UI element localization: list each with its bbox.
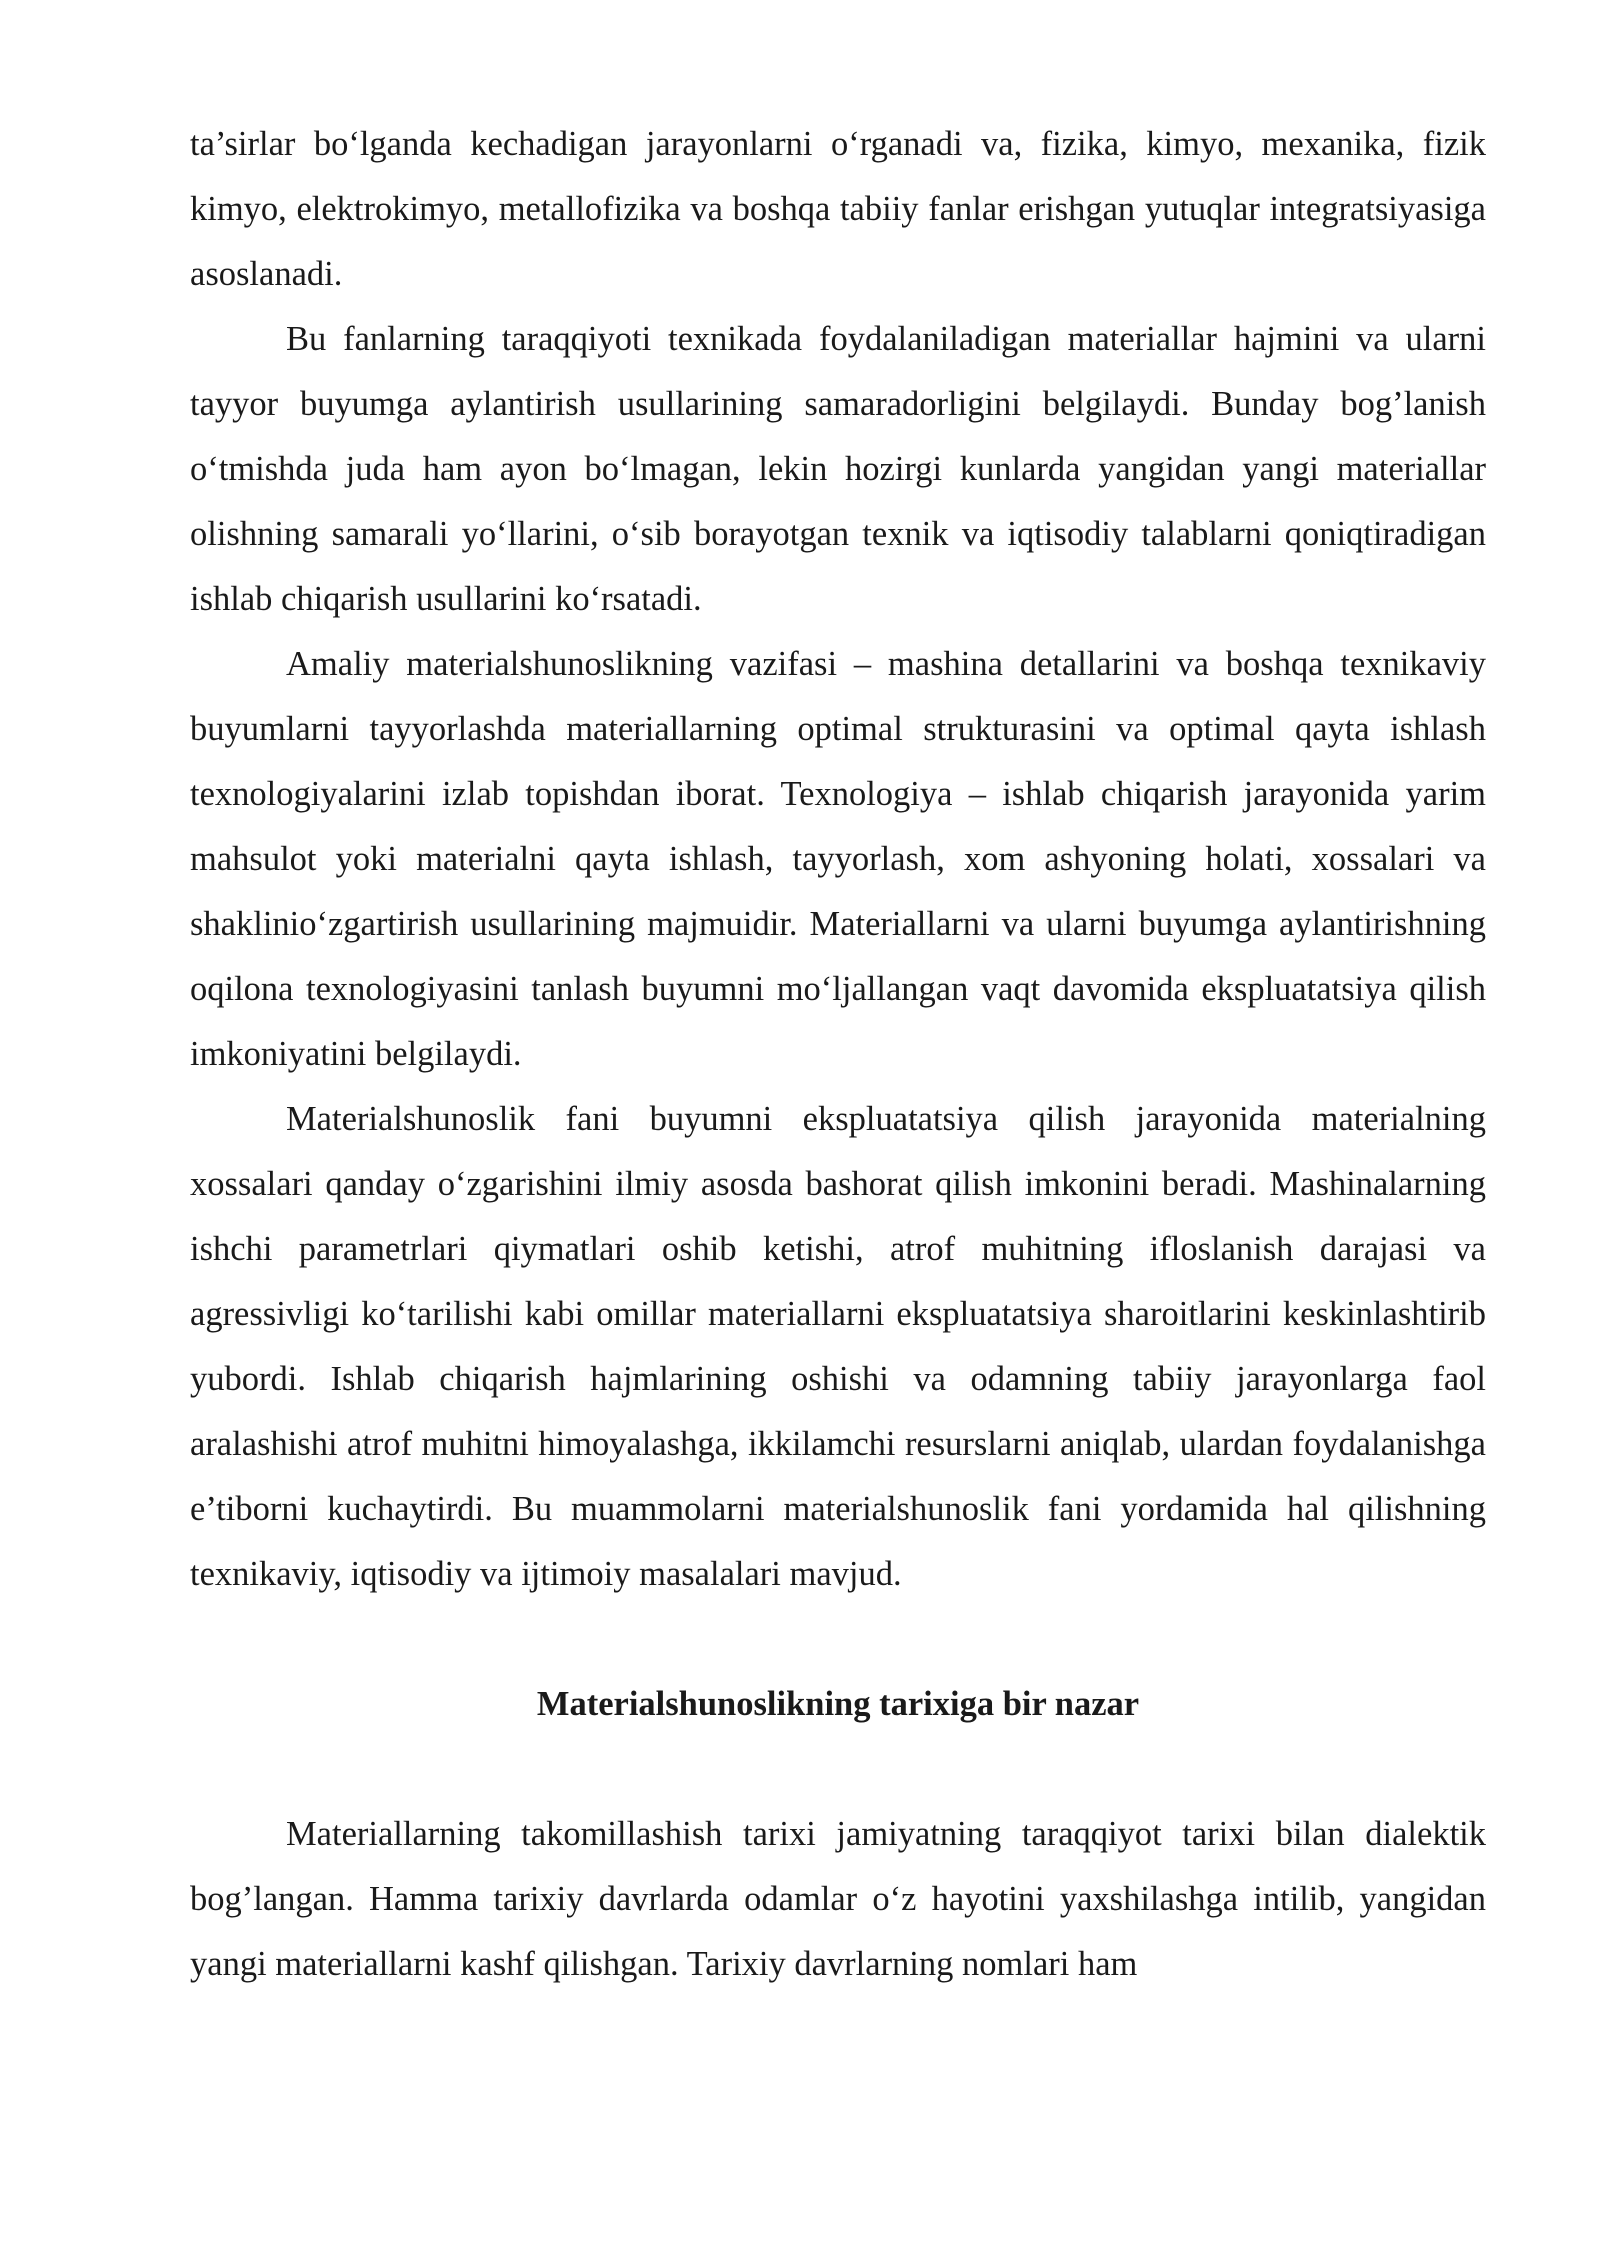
paragraph-5: Materiallarning takomillashish tarixi jamiyatning taraqqiyot tarixi bilan dialektik bog’langan. Hamma tarixiy davrlarda odamlar o‘z hayotini yaxshilashga intilib, yangidan yangi materiallarni kashf qilishgan. Tarixiy davrlarning nomlari ham xyxy=(190,1815,1486,1983)
page-content xyxy=(190,112,1486,1997)
section-heading: Materialshunoslikning tarixiga bir nazar xyxy=(536,1685,1140,1723)
paragraph-3: Amaliy materialshunoslikning vazifasi – mashina detallarini va boshqa texnikaviy buyumlarni tayyorlashda materiallarning optimal strukturasini va optimal qayta ishlash texnologiyalarini izlab topishdan iborat. Texnologiya – ishlab chiqarish jarayonida yarim mahsulot yoki materialni qayta ishlash, tayyorlash, xom ashyoning holati, xossalari va shaklinio‘zgartirish usullarining majmuidir. Materiallarni va ularni buyumga aylantirishning oqilona texnologiyasini tanlash buyumni mo‘ljallangan vaqt davomida ekspluatatsiya qilish imkoniyatini belgilaydi. xyxy=(190,645,1486,1073)
paragraph-4: Materialshunoslik fani buyumni ekspluatatsiya qilish jarayonida materialning xossalari qanday o‘zgarishini ilmiy asosda bashorat qilish imkonini beradi. Mashinalarning ishchi parametrlari qiymatlari oshib ketishi, atrof muhitning ifloslanish darajasi va agressivligi ko‘tarilishi kabi omillar materiallarni ekspluatatsiya sharoitlarini keskinlashtirib yubordi. Ishlab chiqarish hajmlarining oshishi va odamning tabiiy jarayonlarga faol aralashishi atrof muhitni himoyalashga, ikkilamchi resurslarni aniqlab, ulardan foydalanishga e’tiborni kuchaytirdi. Bu muammolarni materialshunoslik fani yordamida hal qilishning texnikaviy, iqtisodiy va ijtimoiy masalalari mavjud. xyxy=(190,1100,1486,1593)
paragraph-2: Bu fanlarning taraqqiyoti texnikada foydalaniladigan materiallar hajmini va ularni tayyor buyumga aylantirish usullarining samaradorligini belgilaydi. Bunday bog’lanish o‘tmishda juda ham ayon bo‘lmagan, lekin hozirgi kunlarda yangidan yangi materiallar olishning samarali yo‘llarini, o‘sib borayotgan texnik va iqtisodiy talablarni qoniqtiradigan ishlab chiqarish usullarini ko‘rsatadi. xyxy=(190,320,1486,618)
paragraph-1: ta’sirlar bo‘lganda kechadigan jarayonlarni o‘rganadi va, fizika, kimyo, mexanika, fizik kimyo, elektrokimyo, metallofizika va boshqa tabiiy fanlar erishgan yutuqlar integratsiyasiga asoslanadi. xyxy=(190,125,1486,293)
